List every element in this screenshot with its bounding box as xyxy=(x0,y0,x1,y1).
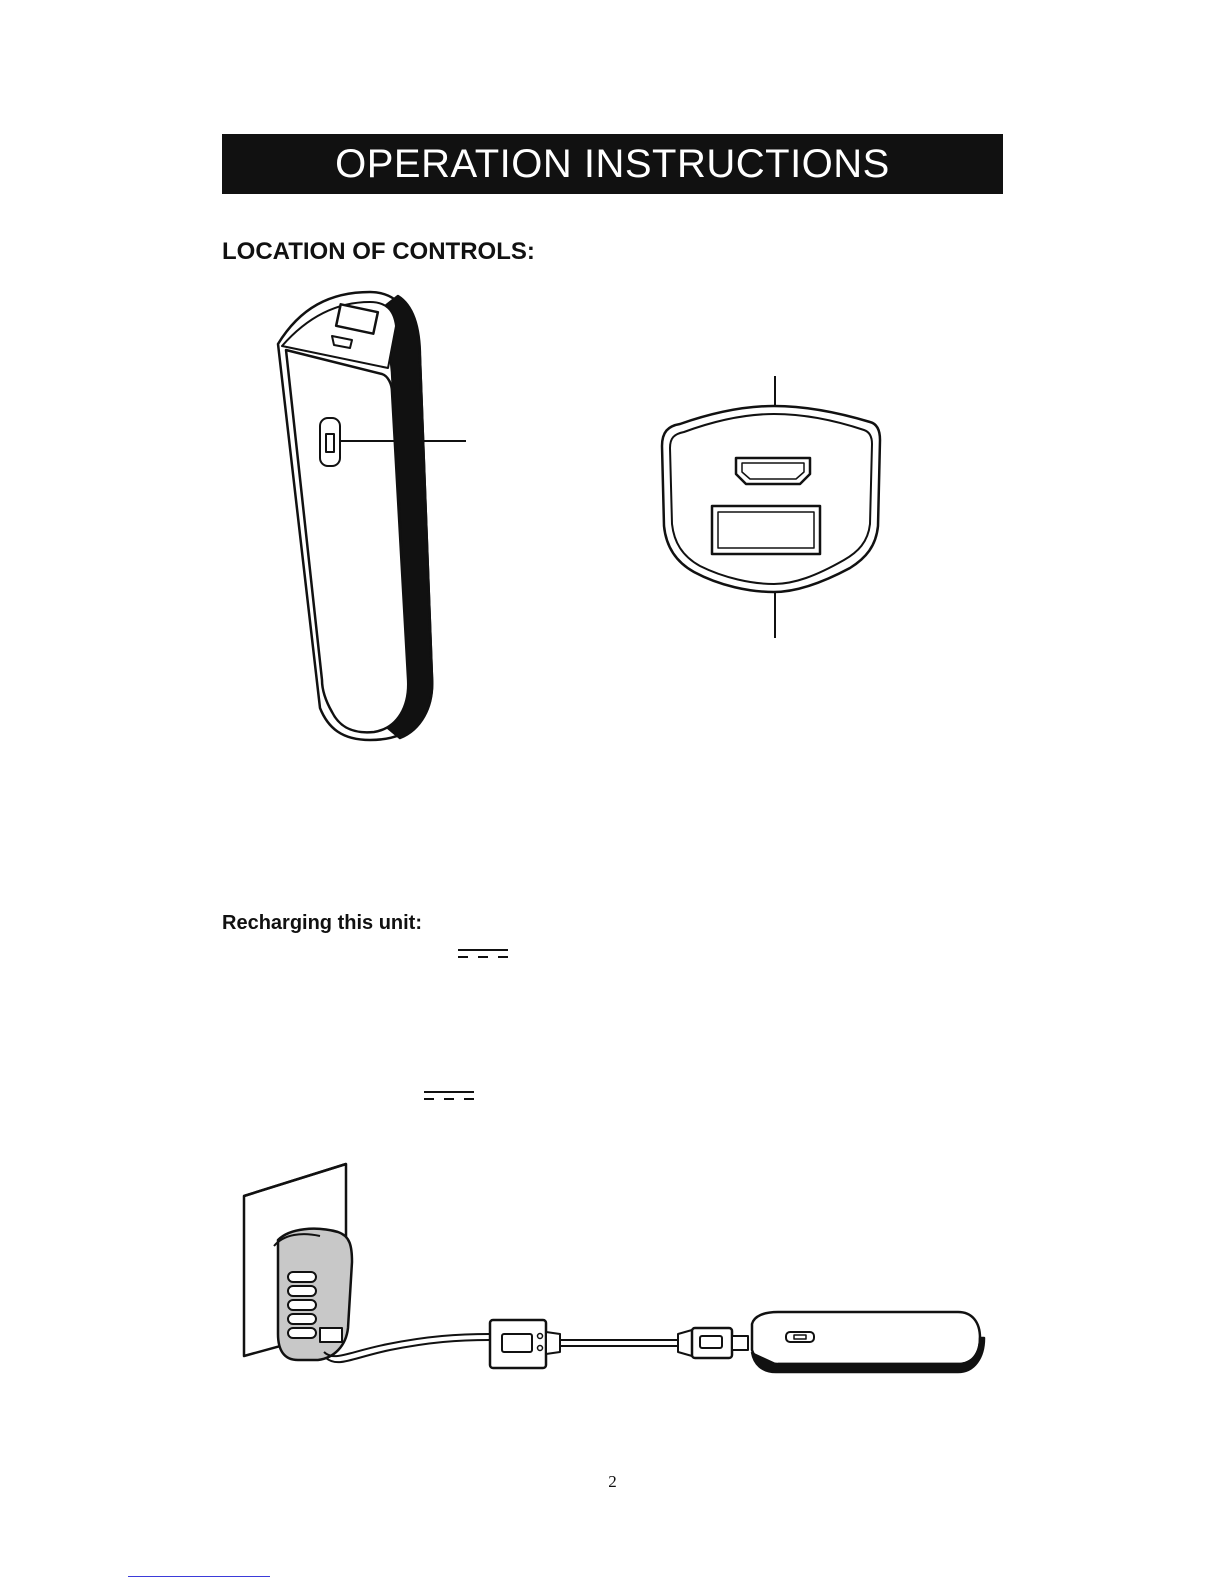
recharging-heading: Recharging this unit: xyxy=(222,912,422,934)
port-panel-top-view-icon xyxy=(660,376,885,638)
dc-symbol-icon xyxy=(424,1090,474,1102)
page-title-bar xyxy=(222,134,1003,194)
charging-setup-illustration-icon xyxy=(238,1162,990,1390)
power-bank-perspective-icon xyxy=(270,288,480,743)
footer-link-underline xyxy=(128,1576,270,1577)
location-of-controls-heading: LOCATION OF CONTROLS: xyxy=(222,238,535,265)
page-title: OPERATION INSTRUCTIONS xyxy=(335,141,890,186)
page-number: 2 xyxy=(608,1472,617,1491)
dc-symbol-icon xyxy=(458,948,508,960)
